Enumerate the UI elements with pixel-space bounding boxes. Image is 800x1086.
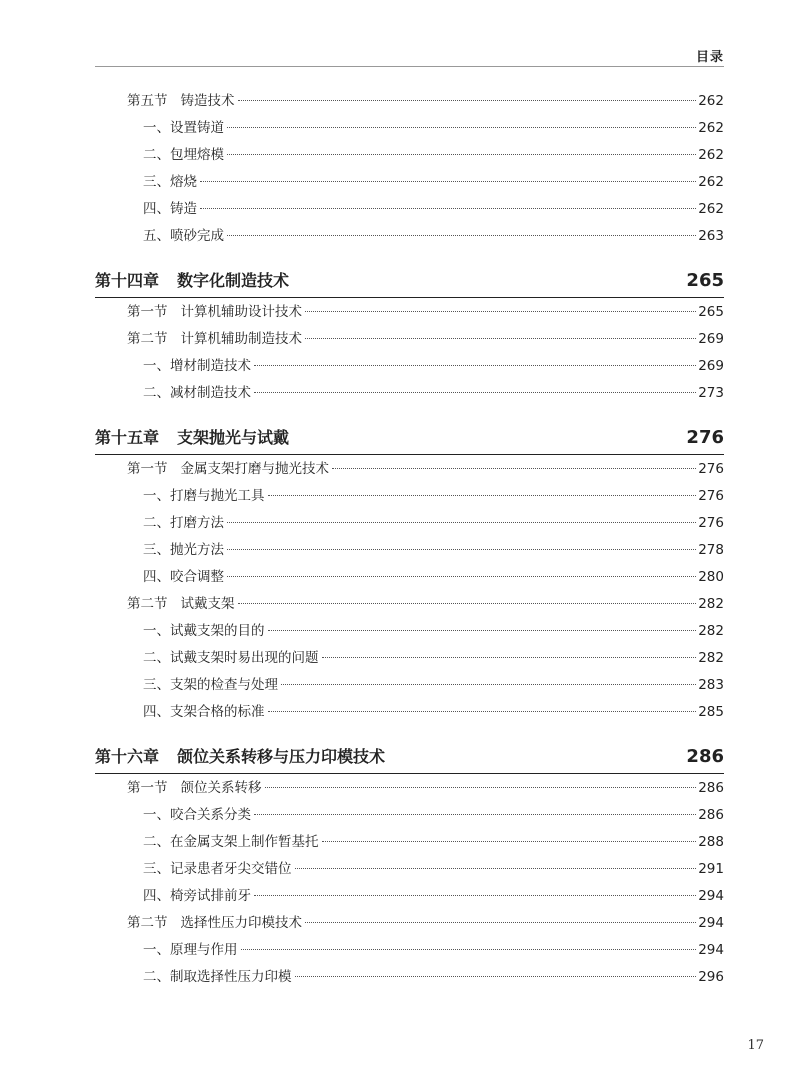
entry-number: 五、 <box>143 228 170 244</box>
toc-item <box>95 380 724 407</box>
toc-section <box>95 88 724 115</box>
dot-leader <box>227 235 696 236</box>
chapter-title: 数字化制造技术 <box>177 271 290 290</box>
entry-page: 294 <box>698 915 724 931</box>
toc-section <box>95 299 724 326</box>
dot-leader <box>227 522 696 523</box>
entry-number: 三、 <box>143 677 170 693</box>
toc-chapter <box>95 265 724 298</box>
entry-title: 试戴支架 <box>180 596 235 612</box>
entry-title: 设置铸道 <box>170 120 224 136</box>
dot-leader <box>227 576 696 577</box>
toc-item <box>95 115 724 142</box>
toc-item <box>95 829 724 856</box>
entry-title: 咬合关系分类 <box>170 807 251 823</box>
dot-leader <box>305 922 696 923</box>
dot-leader <box>227 549 696 550</box>
entry-number: 第二节 <box>127 331 168 347</box>
entry-title: 减材制造技术 <box>170 385 251 401</box>
entry-page: 262 <box>698 147 724 163</box>
entry-title: 铸造 <box>170 201 197 217</box>
toc-section <box>95 456 724 483</box>
entry-page: 283 <box>698 677 724 693</box>
entry-page: 280 <box>698 569 724 585</box>
toc-item <box>95 564 724 591</box>
dot-leader <box>268 711 697 712</box>
dot-leader <box>254 392 696 393</box>
dot-leader <box>268 495 697 496</box>
dot-leader <box>254 895 696 896</box>
toc-section <box>95 591 724 618</box>
dot-leader <box>265 787 697 788</box>
dot-leader <box>238 100 697 101</box>
entry-number: 一、 <box>143 488 170 504</box>
toc-chapter <box>95 741 724 774</box>
entry-title: 计算机辅助设计技术 <box>180 304 302 320</box>
dot-leader <box>227 127 696 128</box>
running-header <box>95 42 724 67</box>
dot-leader <box>268 630 697 631</box>
entry-title: 椅旁试排前牙 <box>170 888 251 904</box>
toc-item <box>95 196 724 223</box>
entry-page: 265 <box>698 304 724 320</box>
entry-number: 第二节 <box>127 915 168 931</box>
entry-page: 262 <box>698 120 724 136</box>
toc-item <box>95 142 724 169</box>
entry-title: 颌位关系转移 <box>180 780 262 796</box>
dot-leader <box>254 814 696 815</box>
dot-leader <box>281 684 696 685</box>
entry-number: 三、 <box>143 861 170 877</box>
toc-item <box>95 223 724 250</box>
toc-item <box>95 937 724 964</box>
dot-leader <box>227 154 696 155</box>
toc-item <box>95 699 724 726</box>
entry-title: 试戴支架的目的 <box>170 623 265 639</box>
entry-number: 三、 <box>143 542 170 558</box>
entry-title: 支架的检查与处理 <box>170 677 278 693</box>
toc-section <box>95 775 724 802</box>
chapter-number: 第十六章 <box>95 747 160 766</box>
toc-item <box>95 537 724 564</box>
entry-page: 296 <box>698 969 724 985</box>
entry-page: 286 <box>698 807 724 823</box>
dot-leader <box>322 841 697 842</box>
entry-title: 金属支架打磨与抛光技术 <box>180 461 329 477</box>
toc-item <box>95 483 724 510</box>
toc-item <box>95 883 724 910</box>
entry-title: 抛光方法 <box>170 542 224 558</box>
entry-page: 285 <box>698 704 724 720</box>
entry-number: 一、 <box>143 807 170 823</box>
chapter-number: 第十四章 <box>95 271 160 290</box>
toc-section <box>95 910 724 937</box>
chapter-title: 支架抛光与试戴 <box>177 428 290 447</box>
toc-item <box>95 964 724 991</box>
dot-leader <box>295 976 697 977</box>
dot-leader <box>238 603 697 604</box>
chapter-page: 286 <box>686 746 724 767</box>
entry-page: 282 <box>698 650 724 666</box>
entry-number: 二、 <box>143 147 170 163</box>
entry-title: 咬合调整 <box>170 569 224 585</box>
entry-number: 一、 <box>143 120 170 136</box>
entry-page: 262 <box>698 93 724 109</box>
toc-section <box>95 326 724 353</box>
dot-leader <box>295 868 697 869</box>
entry-title: 原理与作用 <box>170 942 238 958</box>
entry-number: 第一节 <box>127 461 168 477</box>
entry-page: 276 <box>698 461 724 477</box>
toc-item <box>95 802 724 829</box>
entry-title: 在金属支架上制作暂基托 <box>170 834 319 850</box>
dot-leader <box>200 181 696 182</box>
entry-number: 二、 <box>143 650 170 666</box>
toc-item <box>95 672 724 699</box>
entry-page: 269 <box>698 358 724 374</box>
dot-leader <box>200 208 696 209</box>
entry-page: 269 <box>698 331 724 347</box>
chapter-page: 276 <box>686 427 724 448</box>
entry-number: 一、 <box>143 358 170 374</box>
entry-page: 288 <box>698 834 724 850</box>
entry-number: 二、 <box>143 385 170 401</box>
entry-page: 286 <box>698 780 724 796</box>
entry-page: 291 <box>698 861 724 877</box>
entry-title: 选择性压力印模技术 <box>180 915 302 931</box>
entry-title: 打磨与抛光工具 <box>170 488 265 504</box>
entry-title: 计算机辅助制造技术 <box>180 331 302 347</box>
entry-number: 四、 <box>143 569 170 585</box>
toc-item <box>95 618 724 645</box>
entry-number: 二、 <box>143 834 170 850</box>
entry-number: 四、 <box>143 704 170 720</box>
entry-page: 262 <box>698 201 724 217</box>
toc-item <box>95 353 724 380</box>
entry-page: 282 <box>698 623 724 639</box>
entry-number: 第一节 <box>127 304 168 320</box>
entry-number: 第一节 <box>127 780 168 796</box>
entry-page: 282 <box>698 596 724 612</box>
entry-title: 试戴支架时易出现的问题 <box>170 650 319 666</box>
entry-number: 二、 <box>143 969 170 985</box>
entry-page: 276 <box>698 488 724 504</box>
entry-page: 263 <box>698 228 724 244</box>
dot-leader <box>254 365 696 366</box>
entry-number: 第五节 <box>127 93 168 109</box>
entry-page: 294 <box>698 942 724 958</box>
entry-number: 第二节 <box>127 596 168 612</box>
entry-number: 三、 <box>143 174 170 190</box>
entry-number: 四、 <box>143 888 170 904</box>
entry-page: 278 <box>698 542 724 558</box>
entry-number: 四、 <box>143 201 170 217</box>
entry-page: 276 <box>698 515 724 531</box>
table-of-contents <box>95 88 724 991</box>
entry-title: 喷砂完成 <box>170 228 224 244</box>
dot-leader <box>305 311 696 312</box>
chapter-page: 265 <box>686 270 724 291</box>
dot-leader <box>332 468 696 469</box>
entry-title: 增材制造技术 <box>170 358 251 374</box>
dot-leader <box>322 657 697 658</box>
header-title: 目录 <box>695 50 724 65</box>
entry-title: 打磨方法 <box>170 515 224 531</box>
entry-page: 273 <box>698 385 724 401</box>
entry-number: 二、 <box>143 515 170 531</box>
dot-leader <box>241 949 697 950</box>
chapter-number: 第十五章 <box>95 428 160 447</box>
toc-chapter <box>95 422 724 455</box>
toc-item <box>95 510 724 537</box>
dot-leader <box>305 338 696 339</box>
entry-title: 支架合格的标准 <box>170 704 265 720</box>
chapter-title: 颌位关系转移与压力印模技术 <box>177 747 386 766</box>
toc-item <box>95 169 724 196</box>
page-number: 17 <box>747 1038 764 1053</box>
entry-number: 一、 <box>143 942 170 958</box>
entry-title: 制取选择性压力印模 <box>170 969 292 985</box>
entry-title: 记录患者牙尖交错位 <box>170 861 292 877</box>
entry-number: 一、 <box>143 623 170 639</box>
toc-item <box>95 856 724 883</box>
entry-page: 294 <box>698 888 724 904</box>
toc-item <box>95 645 724 672</box>
entry-title: 熔烧 <box>170 174 197 190</box>
entry-title: 铸造技术 <box>180 93 235 109</box>
entry-page: 262 <box>698 174 724 190</box>
entry-title: 包埋熔模 <box>170 147 224 163</box>
